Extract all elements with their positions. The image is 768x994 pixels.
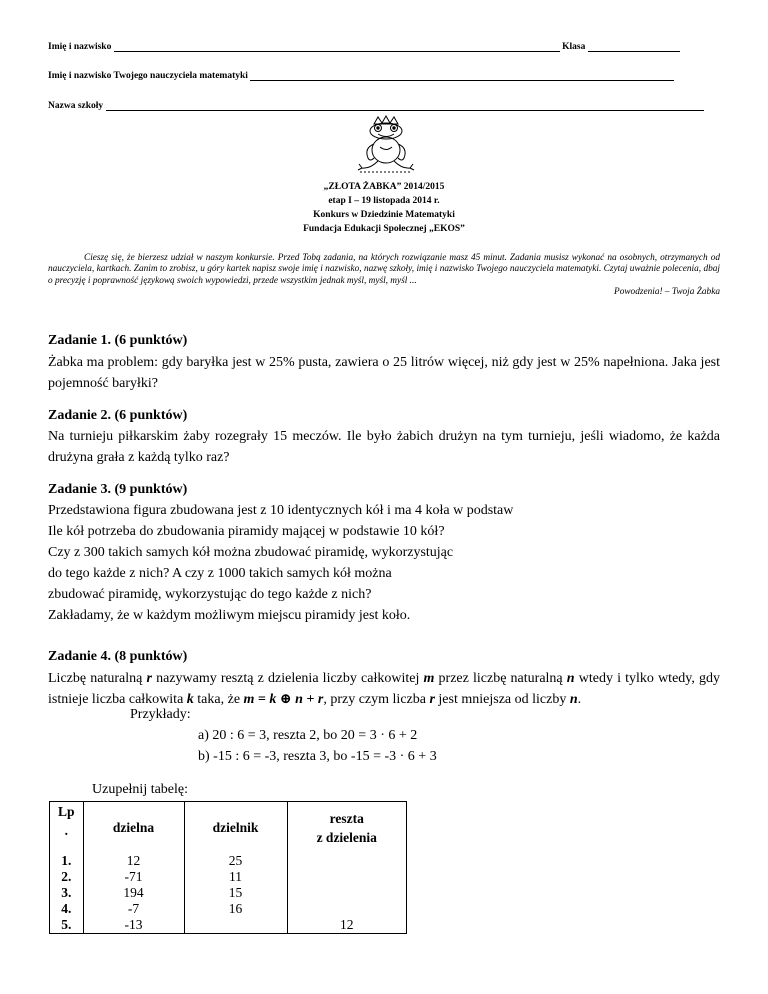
task3-line: do tego każde z nich? A czy z 1000 takich samych kół można — [48, 566, 392, 581]
school-label: Nazwa szkoły — [48, 101, 104, 111]
name-input-line[interactable] — [114, 42, 560, 52]
task2-title: Zadanie 2. (6 punktów) — [48, 408, 188, 423]
table-row: 5. -13 12 — [50, 917, 406, 933]
remainder-cell[interactable] — [287, 869, 406, 885]
contest-title-block — [0, 180, 768, 236]
remainder-table — [49, 801, 407, 934]
task3-line: Czy z 300 takich samych kół można zbudować piramidę, wykorzystując — [48, 545, 454, 560]
examples-label: Przykłady: — [130, 707, 191, 722]
task3-line: zbudować piramidę, wykorzystując do tego każde z nich? — [48, 587, 372, 602]
remainder-cell: 12 — [340, 917, 354, 932]
school-field-row — [48, 101, 720, 111]
task1-text: Żabka ma problem: gdy baryłka jest w 25% pusta, zawiera o 25 litrów więcej, niż gdy jest w 25% napełniona. Jaka jest pojemność baryłki? — [48, 355, 720, 391]
contest-title: „ZŁOTA ŻABKA” 2014/2015 — [323, 182, 445, 192]
table-row: 1. 12 25 — [50, 853, 406, 869]
frog-icon — [350, 114, 422, 176]
task3-line: Przedstawiona figura zbudowana jest z 10 identycznych kół i ma 4 koła w podstaw — [48, 503, 514, 518]
task4-title: Zadanie 4. (8 punktów) — [48, 649, 188, 664]
task3-line: Ile kół potrzeba do zbudowania piramidy mającej w podstawie 10 kół? — [48, 524, 445, 539]
header-dividend: dzielna — [83, 802, 184, 853]
contest-foundation: Fundacja Edukacji Społecznej „EKOS” — [303, 224, 465, 234]
divisor-cell[interactable] — [184, 917, 287, 933]
header-remainder: reszta z dzielenia — [316, 810, 377, 845]
table-row: 4. -7 16 — [50, 901, 406, 917]
remainder-cell[interactable] — [287, 885, 406, 901]
table-row: 3. 194 15 — [50, 885, 406, 901]
task2-text: Na turnieju piłkarskim żaby rozegrały 15 meczów. Ile było żabich drużyn na tym turnieju, jeśli wiadomo, że każda drużyna grała z każdą tylko raz? — [48, 429, 720, 465]
header-lp: Lp . — [50, 802, 83, 853]
example-b: b) -15 : 6 = -3, reszta 3, bo -15 = -3 · 6 + 3 — [198, 749, 437, 764]
name-field-row — [48, 42, 720, 52]
intro-text: Cieszę się, że bierzesz udział w naszym konkursie. Przed Tobą zadania, na których rozwiązanie masz 45 minut. Zadania musisz wykonać na osobnych, otrzymanych od nauczyciela, kartkach. Zanim to zrobisz, u góry kartek napisz swoje imię i nazwisko, nazwę szkoły, imię i nazwisko Twojego nauczyciela matematyki. Czytaj uważnie polecenia, dbaj o precyzję i poprawność językową swoich wypowiedzi, przede wszystkim jednak myśl, myśl, myśl ... — [48, 253, 720, 286]
task3-text — [48, 500, 720, 626]
class-label: Klasa — [562, 42, 586, 52]
teacher-label: Imię i nazwisko Twojego nauczyciela matematyki — [48, 71, 248, 81]
intro-signature: Powodzenia! – Twoja Żabka — [614, 286, 720, 297]
task4-definition: Liczbę naturalną r nazywamy resztą z dzielenia liczby całkowitej m przez liczbę naturalną n wtedy i tylko wtedy, gdy istnieje liczba całkowita k taka, że m = k ⊕ n + r, przy czym liczba r jest mniejsza od liczby n. — [48, 671, 721, 707]
fill-table-label: Uzupełnij tabelę: — [92, 782, 189, 797]
task3-title: Zadanie 3. (9 punktów) — [48, 482, 188, 497]
remainder-cell[interactable] — [287, 901, 406, 917]
teacher-field-row — [48, 71, 720, 81]
formula: m = k ⊕ n + r — [243, 692, 324, 707]
remainder-cell[interactable] — [287, 853, 406, 869]
contest-stage: etap I – 19 listopada 2014 r. — [328, 196, 440, 206]
task3-line: Zakładamy, że w każdym możliwym miejscu piramidy jest koło. — [48, 608, 411, 623]
table-row: 2. -71 11 — [50, 869, 406, 885]
header-divisor: dzielnik — [184, 802, 287, 853]
teacher-input-line[interactable] — [250, 71, 674, 81]
example-a: a) 20 : 6 = 3, reszta 2, bo 20 = 3 · 6 + 2 — [198, 728, 418, 743]
task1-title: Zadanie 1. (6 punktów) — [48, 333, 188, 348]
intro-block — [48, 253, 720, 298]
class-input-line[interactable] — [588, 42, 680, 52]
contest-subtitle: Konkurs w Dziedzinie Matematyki — [313, 210, 455, 220]
name-label: Imię i nazwisko — [48, 42, 112, 52]
school-input-line[interactable] — [106, 101, 704, 111]
